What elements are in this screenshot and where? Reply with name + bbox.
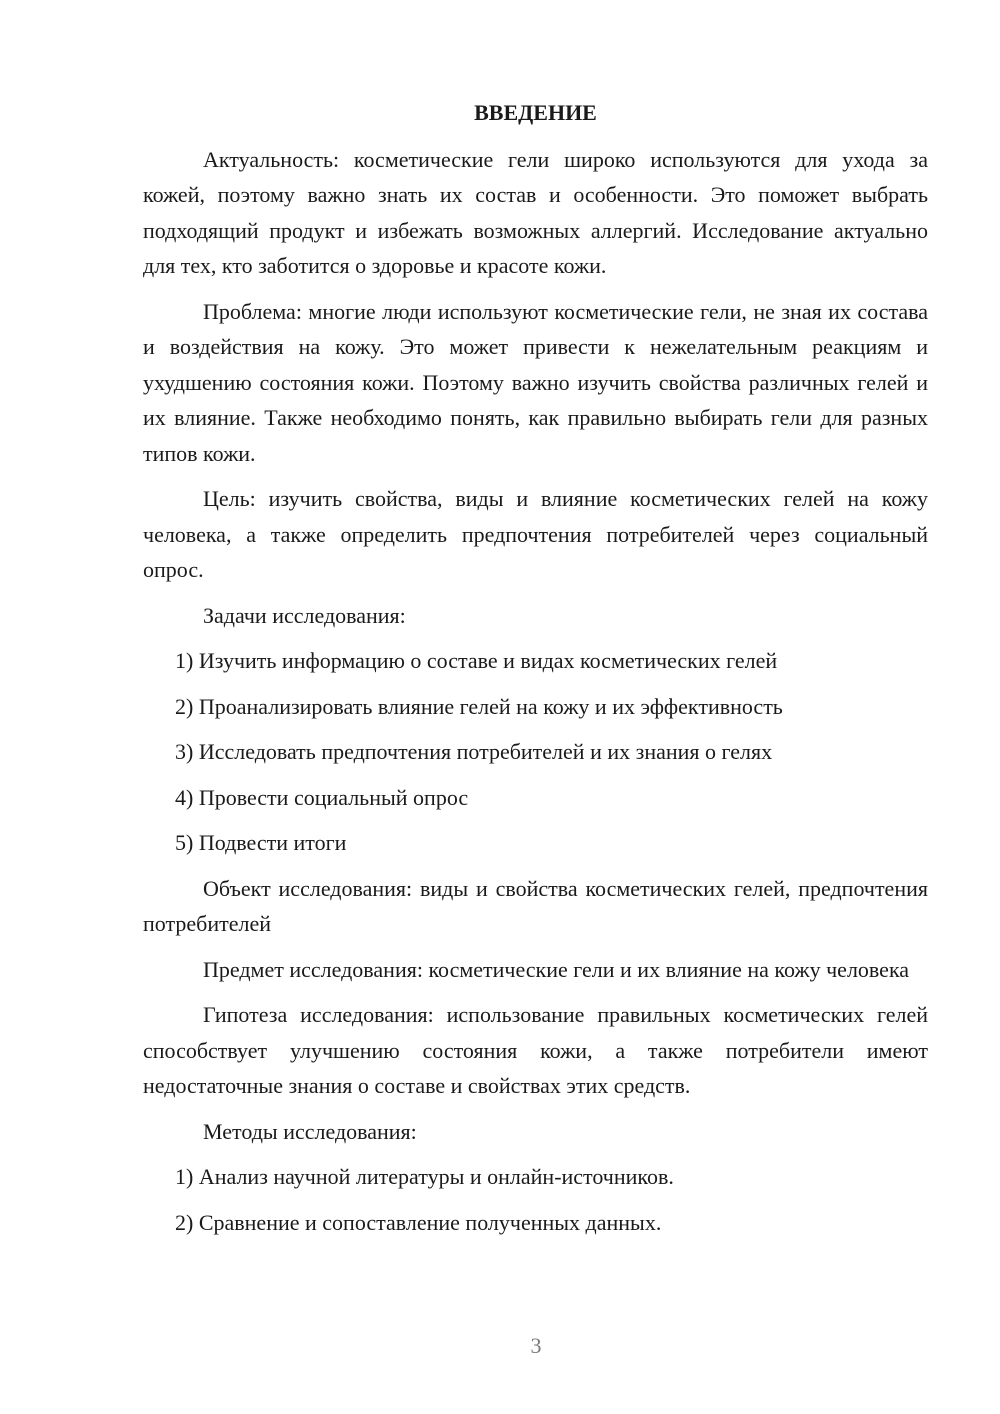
object-paragraph: Объект исследования: виды и свойства косметических гелей, предпочтения потребителей bbox=[143, 875, 928, 936]
method-item: 2) Сравнение и сопоставление полученных данных. bbox=[175, 1209, 662, 1235]
problem-paragraph: Проблема: многие люди используют косметические гели, не зная их состава и воздействия на кожу. Это может привести к нежелательным реакциям и ухудшению состояния кожи. Поэтому важно изучить свойства различных гелей и их влияние. Также необходимо понять, как правильно выбирать гели для разных типов кожи. bbox=[143, 298, 928, 466]
method-item: 1) Анализ научной литературы и онлайн-источников. bbox=[175, 1164, 674, 1189]
task-item: 1) Изучить информацию о составе и видах косметических гелей bbox=[175, 648, 778, 673]
task-item: 2) Проанализировать влияние гелей на кожу и их эффективность bbox=[175, 693, 783, 719]
subject-paragraph: Предмет исследования: косметические гели и их влияние на кожу человека bbox=[203, 956, 910, 982]
hypothesis-paragraph: Гипотеза исследования: использование правильных косметических гелей способствует улучшению состояния кожи, а также потребители имеют недостаточные знания о составе и свойствах этих средств. bbox=[143, 1002, 928, 1098]
tasks-heading: Задачи исследования: bbox=[203, 602, 406, 628]
methods-heading: Методы исследования: bbox=[203, 1118, 417, 1144]
page-number: 3 bbox=[530, 1333, 542, 1358]
task-item: 5) Подвести итоги bbox=[175, 830, 347, 855]
page-title: ВВЕДЕНИЕ bbox=[474, 100, 597, 125]
document-page bbox=[143, 95, 928, 1250]
goal-paragraph: Цель: изучить свойства, виды и влияние косметических гелей на кожу человека, а также определить предпочтения потребителей через социальный опрос. bbox=[143, 486, 928, 582]
relevance-paragraph: Актуальность: косметические гели широко используются для ухода за кожей, поэтому важно знать их состав и особенности. Это поможет выбрать подходящий продукт и избежать возможных аллергий. Исследование актуально для тех, кто заботится о здоровье и красоте кожи. bbox=[143, 146, 928, 278]
task-item: 3) Исследовать предпочтения потребителей и их знания о гелях bbox=[175, 739, 773, 764]
task-item: 4) Провести социальный опрос bbox=[175, 784, 469, 810]
